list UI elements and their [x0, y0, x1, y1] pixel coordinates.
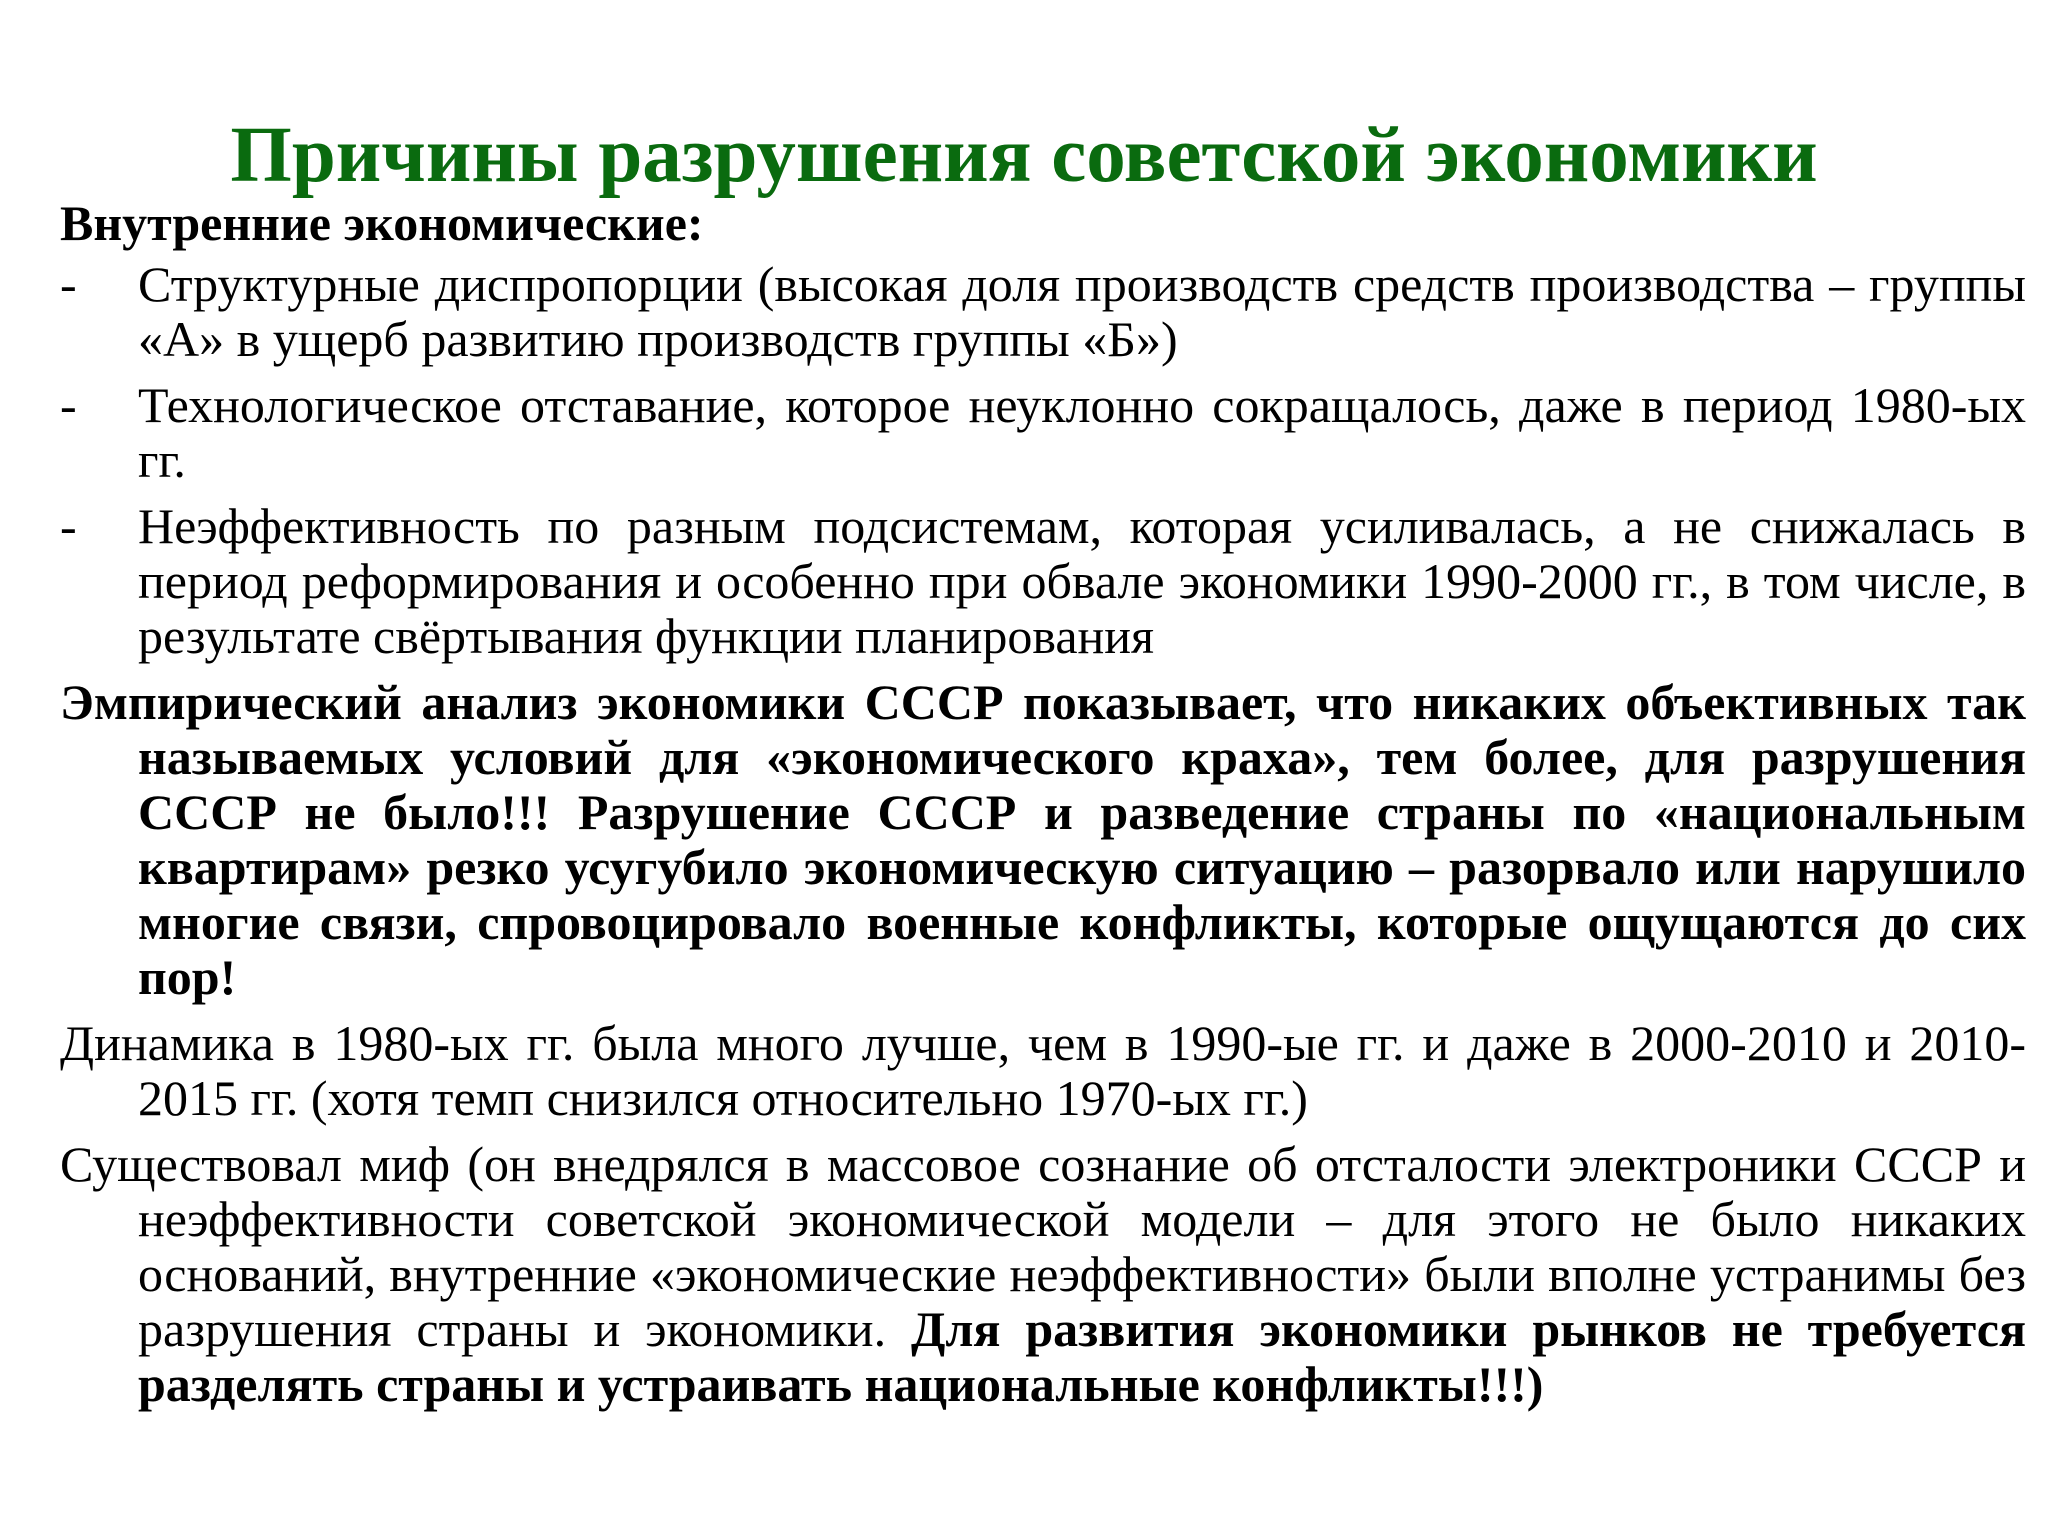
myth-bold-text: Для развития экономики рынков не требуется разделять страны и устраивать национальные конфликты!!!): [138, 1301, 2026, 1412]
myth-paragraph: [60, 1137, 2026, 1412]
bullet-text: Структурные диспропорции (высокая доля производств средств производства – группы «А» в ущерб развитию производств группы «Б»): [138, 256, 2026, 367]
bullet-marker: -: [60, 256, 77, 312]
empirical-analysis-paragraph: Эмпирический анализ экономики СССР показывает, что никаких объективных так называемых условий для «экономического краха», тем более, для разрушения СССР не было!!! Разрушение СССР и разведение страны по «национальным квартирам» резко усугубило экономическую ситуацию – разорвало или нарушило многие связи, спровоцировало военные конфликты, которые ощущаются до сих пор!: [60, 674, 2026, 1005]
bullet-item-inefficiency: [60, 499, 2026, 664]
internal-heading: Внутренние экономические:: [60, 195, 704, 251]
bullet-item-technological: [60, 378, 2026, 488]
myth-text: Существовал миф (он внедрялся в массовое сознание об отсталости электроники СССР и неэффективности советской экономической модели – для этого не было никаких оснований, внутренние «экономические неэффективности» были вполне устранимы без разрушения страны и экономики.: [60, 1136, 2026, 1357]
bullet-item-structural: [60, 257, 2026, 367]
bullet-text: Технологическое отставание, которое неуклонно сокращалось, даже в период 1980-ых гг.: [138, 377, 2026, 488]
bullet-text: Неэффективность по разным подсистемам, которая усиливалась, а не снижалась в период реформирования и особенно при обвале экономики 1990-2000 гг., в том числе, в результате свёртывания функции планирования: [138, 498, 2026, 664]
slide-content: [60, 196, 2026, 1423]
slide-title: Причины разрушения советской экономики: [230, 112, 1818, 199]
bullet-marker: -: [60, 377, 77, 433]
bullet-marker: -: [60, 498, 77, 554]
dynamics-paragraph: Динамика в 1980-ых гг. была много лучше, чем в 1990-ые гг. и даже в 2000-2010 и 2010-2015 гг. (хотя темп снизился относительно 1970-ых гг.): [60, 1015, 2026, 1126]
